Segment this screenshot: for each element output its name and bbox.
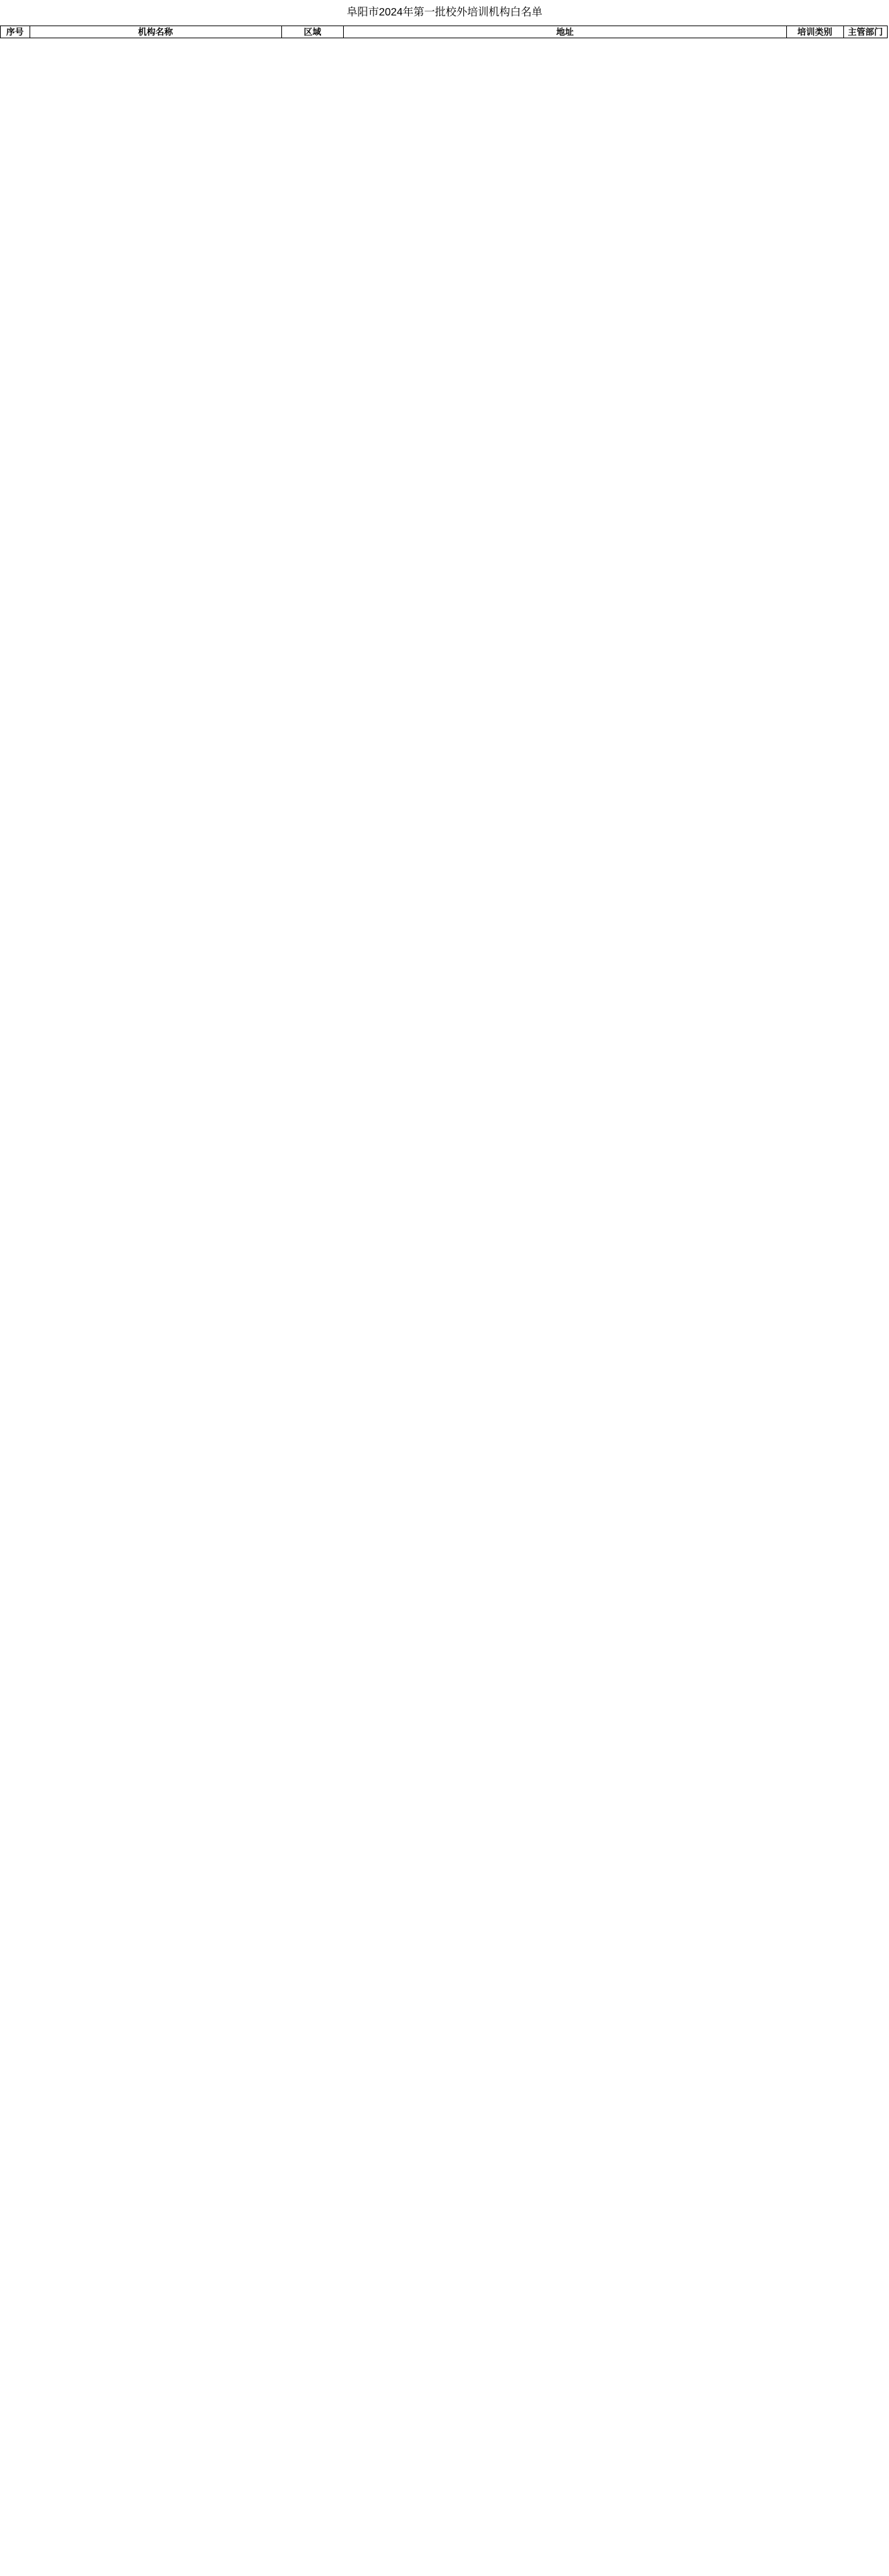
header-dept: 主管部门	[843, 26, 887, 38]
header-seq: 序号	[1, 26, 30, 38]
header-row	[1, 26, 888, 38]
header-address: 地址	[344, 26, 786, 38]
whitelist-table	[0, 26, 888, 38]
document-title: 阜阳市2024年第一批校外培训机构白名单	[346, 7, 543, 18]
header-category: 培训类别	[786, 26, 843, 38]
header-name: 机构名称	[30, 26, 281, 38]
header-area: 区域	[281, 26, 344, 38]
